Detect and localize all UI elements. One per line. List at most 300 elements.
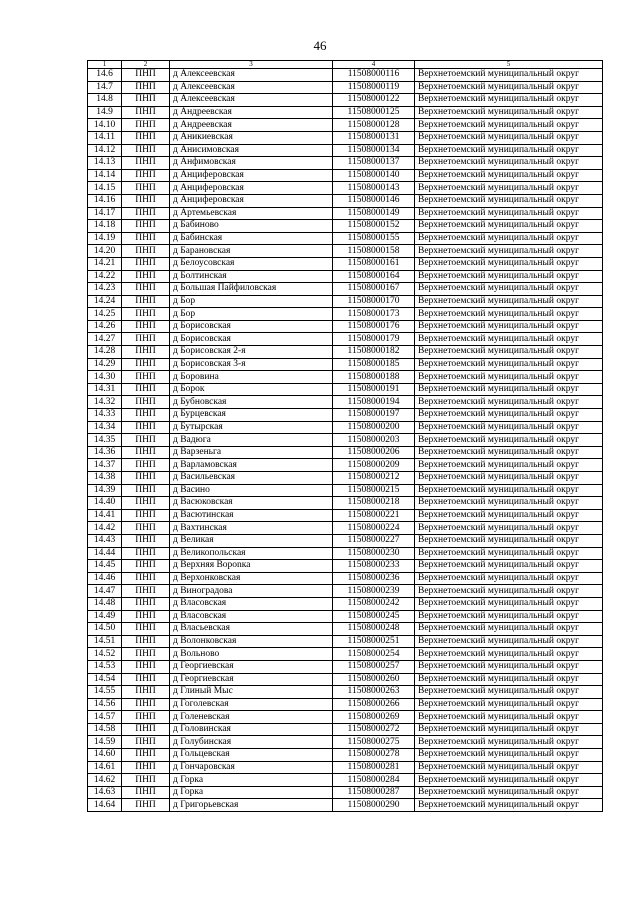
settlement-name-cell: д Георгиевская <box>170 660 333 673</box>
table-row <box>88 446 603 459</box>
table-row <box>88 283 603 296</box>
district-cell: Верхнетоемский муниципальный округ <box>415 673 603 686</box>
settlements-table <box>87 60 603 812</box>
district-cell: Верхнетоемский муниципальный округ <box>415 749 603 762</box>
row-number-cell: 14.61 <box>88 761 122 774</box>
row-number-cell: 14.45 <box>88 560 122 573</box>
code-cell: 11508000266 <box>333 698 415 711</box>
code-cell: 11508000251 <box>333 635 415 648</box>
table-row <box>88 320 603 333</box>
district-cell: Верхнетоемский муниципальный округ <box>415 358 603 371</box>
district-cell: Верхнетоемский муниципальный округ <box>415 648 603 661</box>
row-number-cell: 14.43 <box>88 534 122 547</box>
type-cell: ПНП <box>122 459 170 472</box>
district-cell: Верхнетоемский муниципальный округ <box>415 761 603 774</box>
district-cell: Верхнетоемский муниципальный округ <box>415 698 603 711</box>
code-cell: 11508000281 <box>333 761 415 774</box>
table-row <box>88 81 603 94</box>
row-number-cell: 14.18 <box>88 220 122 233</box>
type-cell: ПНП <box>122 610 170 623</box>
row-number-cell: 14.28 <box>88 346 122 359</box>
code-cell: 11508000269 <box>333 711 415 724</box>
code-cell: 11508000149 <box>333 207 415 220</box>
code-cell: 11508000137 <box>333 157 415 170</box>
settlement-name-cell: д Верхняя Ворonка <box>170 560 333 573</box>
table-row <box>88 635 603 648</box>
type-cell: ПНП <box>122 119 170 132</box>
district-cell: Верхнетоемский муниципальный округ <box>415 409 603 422</box>
type-cell: ПНП <box>122 434 170 447</box>
settlement-name-cell: д Горка <box>170 786 333 799</box>
settlement-name-cell: д Бабиново <box>170 220 333 233</box>
type-cell: ПНП <box>122 358 170 371</box>
settlement-name-cell: д Бабинская <box>170 232 333 245</box>
row-number-cell: 14.30 <box>88 371 122 384</box>
type-cell: ПНП <box>122 295 170 308</box>
table-row <box>88 220 603 233</box>
table-row <box>88 623 603 636</box>
table-row <box>88 749 603 762</box>
settlement-name-cell: д Белоусовская <box>170 257 333 270</box>
row-number-cell: 14.42 <box>88 522 122 535</box>
row-number-cell: 14.57 <box>88 711 122 724</box>
settlement-name-cell: д Горка <box>170 774 333 787</box>
settlement-name-cell: д Артемьевская <box>170 207 333 220</box>
row-number-cell: 14.24 <box>88 295 122 308</box>
code-cell: 11508000155 <box>333 232 415 245</box>
code-cell: 11508000287 <box>333 786 415 799</box>
code-cell: 11508000206 <box>333 446 415 459</box>
type-cell: ПНП <box>122 383 170 396</box>
row-number-cell: 14.6 <box>88 69 122 82</box>
code-cell: 11508000167 <box>333 283 415 296</box>
code-cell: 11508000221 <box>333 509 415 522</box>
code-cell: 11508000116 <box>333 69 415 82</box>
code-cell: 11508000218 <box>333 497 415 510</box>
district-cell: Верхнетоемский муниципальный округ <box>415 106 603 119</box>
settlement-name-cell: д Головинская <box>170 723 333 736</box>
type-cell: ПНП <box>122 522 170 535</box>
type-cell: ПНП <box>122 497 170 510</box>
table-row <box>88 673 603 686</box>
code-cell: 11508000245 <box>333 610 415 623</box>
row-number-cell: 14.32 <box>88 396 122 409</box>
code-cell: 11508000164 <box>333 270 415 283</box>
district-cell: Верхнетоемский муниципальный округ <box>415 534 603 547</box>
table-row <box>88 723 603 736</box>
table-row <box>88 383 603 396</box>
type-cell: ПНП <box>122 774 170 787</box>
table-row <box>88 761 603 774</box>
type-cell: ПНП <box>122 509 170 522</box>
district-cell: Верхнетоемский муниципальный округ <box>415 723 603 736</box>
type-cell: ПНП <box>122 560 170 573</box>
row-number-cell: 14.51 <box>88 635 122 648</box>
settlement-name-cell: д Боровина <box>170 371 333 384</box>
settlement-name-cell: д Бурцевская <box>170 409 333 422</box>
settlement-name-cell: д Верхонковская <box>170 572 333 585</box>
code-cell: 11508000161 <box>333 257 415 270</box>
row-number-cell: 14.41 <box>88 509 122 522</box>
row-number-cell: 14.11 <box>88 131 122 144</box>
row-number-cell: 14.15 <box>88 182 122 195</box>
district-cell: Верхнетоемский муниципальный округ <box>415 194 603 207</box>
district-cell: Верхнетоемский муниципальный округ <box>415 522 603 535</box>
code-cell: 11508000131 <box>333 131 415 144</box>
table-row <box>88 257 603 270</box>
table-row <box>88 106 603 119</box>
type-cell: ПНП <box>122 157 170 170</box>
row-number-cell: 14.33 <box>88 409 122 422</box>
type-cell: ПНП <box>122 711 170 724</box>
table-row <box>88 421 603 434</box>
settlement-name-cell: д Андреевская <box>170 119 333 132</box>
settlement-name-cell: д Анисимовская <box>170 144 333 157</box>
row-number-cell: 14.21 <box>88 257 122 270</box>
type-cell: ПНП <box>122 333 170 346</box>
code-cell: 11508000140 <box>333 169 415 182</box>
table-row <box>88 333 603 346</box>
type-cell: ПНП <box>122 94 170 107</box>
row-number-cell: 14.38 <box>88 472 122 485</box>
type-cell: ПНП <box>122 144 170 157</box>
type-cell: ПНП <box>122 597 170 610</box>
settlement-name-cell: д Васютинская <box>170 509 333 522</box>
settlement-name-cell: д Аникиевская <box>170 131 333 144</box>
table-row <box>88 459 603 472</box>
row-number-cell: 14.35 <box>88 434 122 447</box>
settlement-name-cell: д Борисовская <box>170 333 333 346</box>
settlement-name-cell: д Великая <box>170 534 333 547</box>
type-cell: ПНП <box>122 736 170 749</box>
code-cell: 11508000215 <box>333 484 415 497</box>
settlement-name-cell: д Борок <box>170 383 333 396</box>
row-number-cell: 14.59 <box>88 736 122 749</box>
code-cell: 11508000272 <box>333 723 415 736</box>
table-row <box>88 270 603 283</box>
row-number-cell: 14.22 <box>88 270 122 283</box>
type-cell: ПНП <box>122 396 170 409</box>
table-row <box>88 472 603 485</box>
type-cell: ПНП <box>122 484 170 497</box>
table-row <box>88 774 603 787</box>
type-cell: ПНП <box>122 106 170 119</box>
type-cell: ПНП <box>122 81 170 94</box>
district-cell: Верхнетоемский муниципальный округ <box>415 786 603 799</box>
row-number-cell: 14.26 <box>88 320 122 333</box>
row-number-cell: 14.52 <box>88 648 122 661</box>
type-cell: ПНП <box>122 635 170 648</box>
type-cell: ПНП <box>122 547 170 560</box>
type-cell: ПНП <box>122 786 170 799</box>
settlement-name-cell: д Глиный Мыс <box>170 686 333 699</box>
code-cell: 11508000212 <box>333 472 415 485</box>
row-number-cell: 14.49 <box>88 610 122 623</box>
type-cell: ПНП <box>122 686 170 699</box>
code-cell: 11508000275 <box>333 736 415 749</box>
district-cell: Верхнетоемский муниципальный округ <box>415 308 603 321</box>
district-cell: Верхнетоемский муниципальный округ <box>415 119 603 132</box>
district-cell: Верхнетоемский муниципальный округ <box>415 623 603 636</box>
settlement-name-cell: д Бубновская <box>170 396 333 409</box>
type-cell: ПНП <box>122 673 170 686</box>
table-row <box>88 522 603 535</box>
column-header: 5 <box>415 61 603 69</box>
type-cell: ПНП <box>122 207 170 220</box>
settlement-name-cell: д Варзеньга <box>170 446 333 459</box>
district-cell: Верхнетоемский муниципальный округ <box>415 81 603 94</box>
table-row <box>88 232 603 245</box>
type-cell: ПНП <box>122 749 170 762</box>
code-cell: 11508000173 <box>333 308 415 321</box>
settlement-name-cell: д Бор <box>170 295 333 308</box>
district-cell: Верхнетоемский муниципальный округ <box>415 434 603 447</box>
code-cell: 11508000152 <box>333 220 415 233</box>
settlement-name-cell: д Гончаровская <box>170 761 333 774</box>
table-row <box>88 144 603 157</box>
settlement-name-cell: д Васюковская <box>170 497 333 510</box>
table-row <box>88 131 603 144</box>
row-number-cell: 14.27 <box>88 333 122 346</box>
table-row <box>88 610 603 623</box>
settlement-name-cell: д Барановская <box>170 245 333 258</box>
row-number-cell: 14.62 <box>88 774 122 787</box>
settlement-name-cell: д Болтинская <box>170 270 333 283</box>
settlement-name-cell: д Гольцевская <box>170 749 333 762</box>
district-cell: Верхнетоемский муниципальный округ <box>415 69 603 82</box>
district-cell: Верхнетоемский муниципальный округ <box>415 509 603 522</box>
code-cell: 11508000260 <box>333 673 415 686</box>
settlement-name-cell: д Вольново <box>170 648 333 661</box>
district-cell: Верхнетоемский муниципальный округ <box>415 484 603 497</box>
table-row <box>88 648 603 661</box>
table-row <box>88 686 603 699</box>
table-row <box>88 69 603 82</box>
settlement-name-cell: д Георгиевская <box>170 673 333 686</box>
type-cell: ПНП <box>122 761 170 774</box>
row-number-cell: 14.37 <box>88 459 122 472</box>
type-cell: ПНП <box>122 232 170 245</box>
table-row <box>88 711 603 724</box>
settlement-name-cell: д Вахтинская <box>170 522 333 535</box>
table-row <box>88 585 603 598</box>
code-cell: 11508000209 <box>333 459 415 472</box>
table-row <box>88 509 603 522</box>
row-number-cell: 14.40 <box>88 497 122 510</box>
settlement-name-cell: д Алексеевская <box>170 81 333 94</box>
settlement-name-cell: д Анфимовская <box>170 157 333 170</box>
column-header: 1 <box>88 61 122 69</box>
row-number-cell: 14.31 <box>88 383 122 396</box>
code-cell: 11508000233 <box>333 560 415 573</box>
district-cell: Верхнетоемский муниципальный округ <box>415 635 603 648</box>
district-cell: Верхнетоемский муниципальный округ <box>415 396 603 409</box>
row-number-cell: 14.46 <box>88 572 122 585</box>
district-cell: Верхнетоемский муниципальный округ <box>415 472 603 485</box>
type-cell: ПНП <box>122 245 170 258</box>
code-cell: 11508000230 <box>333 547 415 560</box>
type-cell: ПНП <box>122 572 170 585</box>
column-header: 4 <box>333 61 415 69</box>
settlement-name-cell: д Голеневская <box>170 711 333 724</box>
district-cell: Верхнетоемский муниципальный округ <box>415 220 603 233</box>
type-cell: ПНП <box>122 182 170 195</box>
row-number-cell: 14.20 <box>88 245 122 258</box>
table-row <box>88 534 603 547</box>
district-cell: Верхнетоемский муниципальный округ <box>415 497 603 510</box>
table-row <box>88 94 603 107</box>
row-number-cell: 14.58 <box>88 723 122 736</box>
district-cell: Верхнетоемский муниципальный округ <box>415 459 603 472</box>
table-row <box>88 358 603 371</box>
code-cell: 11508000227 <box>333 534 415 547</box>
district-cell: Верхнетоемский муниципальный округ <box>415 446 603 459</box>
settlement-name-cell: д Гоголевская <box>170 698 333 711</box>
code-cell: 11508000278 <box>333 749 415 762</box>
type-cell: ПНП <box>122 320 170 333</box>
type-cell: ПНП <box>122 283 170 296</box>
code-cell: 11508000248 <box>333 623 415 636</box>
table-row <box>88 169 603 182</box>
type-cell: ПНП <box>122 472 170 485</box>
type-cell: ПНП <box>122 346 170 359</box>
table-row <box>88 434 603 447</box>
table-row <box>88 245 603 258</box>
settlement-name-cell: д Анциферовская <box>170 169 333 182</box>
table-row <box>88 547 603 560</box>
table-row <box>88 157 603 170</box>
code-cell: 11508000185 <box>333 358 415 371</box>
row-number-cell: 14.63 <box>88 786 122 799</box>
district-cell: Верхнетоемский муниципальный округ <box>415 157 603 170</box>
settlement-name-cell: д Борисовская 2-я <box>170 346 333 359</box>
code-cell: 11508000128 <box>333 119 415 132</box>
district-cell: Верхнетоемский муниципальный округ <box>415 207 603 220</box>
settlement-name-cell: д Власовская <box>170 597 333 610</box>
table-row <box>88 308 603 321</box>
row-number-cell: 14.19 <box>88 232 122 245</box>
district-cell: Верхнетоемский муниципальный округ <box>415 547 603 560</box>
settlement-name-cell: д Борисовская <box>170 320 333 333</box>
table-row <box>88 660 603 673</box>
code-cell: 11508000200 <box>333 421 415 434</box>
code-cell: 11508000134 <box>333 144 415 157</box>
table-body <box>88 69 603 812</box>
code-cell: 11508000122 <box>333 94 415 107</box>
table-row <box>88 182 603 195</box>
district-cell: Верхнетоемский муниципальный округ <box>415 799 603 812</box>
code-cell: 11508000197 <box>333 409 415 422</box>
district-cell: Верхнетоемский муниципальный округ <box>415 597 603 610</box>
code-cell: 11508000182 <box>333 346 415 359</box>
code-cell: 11508000236 <box>333 572 415 585</box>
row-number-cell: 14.36 <box>88 446 122 459</box>
type-cell: ПНП <box>122 446 170 459</box>
settlement-name-cell: д Вадюга <box>170 434 333 447</box>
table-row <box>88 698 603 711</box>
row-number-cell: 14.9 <box>88 106 122 119</box>
settlement-name-cell: д Большая Пайфиловская <box>170 283 333 296</box>
column-header: 3 <box>170 61 333 69</box>
settlement-name-cell: д Варламовская <box>170 459 333 472</box>
table-row <box>88 371 603 384</box>
settlement-name-cell: д Виноградова <box>170 585 333 598</box>
district-cell: Верхнетоемский муниципальный округ <box>415 270 603 283</box>
district-cell: Верхнетоемский муниципальный округ <box>415 257 603 270</box>
row-number-cell: 14.54 <box>88 673 122 686</box>
table-row <box>88 194 603 207</box>
row-number-cell: 14.60 <box>88 749 122 762</box>
code-cell: 11508000188 <box>333 371 415 384</box>
district-cell: Верхнетоемский муниципальный округ <box>415 283 603 296</box>
code-cell: 11508000143 <box>333 182 415 195</box>
settlement-name-cell: д Васино <box>170 484 333 497</box>
table-row <box>88 736 603 749</box>
settlement-name-cell: д Власьевская <box>170 623 333 636</box>
table-row <box>88 295 603 308</box>
type-cell: ПНП <box>122 421 170 434</box>
row-number-cell: 14.7 <box>88 81 122 94</box>
type-cell: ПНП <box>122 534 170 547</box>
code-cell: 11508000194 <box>333 396 415 409</box>
district-cell: Верхнетоемский муниципальный округ <box>415 610 603 623</box>
district-cell: Верхнетоемский муниципальный округ <box>415 144 603 157</box>
row-number-cell: 14.44 <box>88 547 122 560</box>
settlement-name-cell: д Васильевская <box>170 472 333 485</box>
row-number-cell: 14.34 <box>88 421 122 434</box>
table-row <box>88 572 603 585</box>
type-cell: ПНП <box>122 723 170 736</box>
table-row <box>88 119 603 132</box>
row-number-cell: 14.16 <box>88 194 122 207</box>
type-cell: ПНП <box>122 698 170 711</box>
type-cell: ПНП <box>122 220 170 233</box>
district-cell: Верхнетоемский муниципальный округ <box>415 182 603 195</box>
district-cell: Верхнетоемский муниципальный округ <box>415 560 603 573</box>
type-cell: ПНП <box>122 131 170 144</box>
row-number-cell: 14.39 <box>88 484 122 497</box>
settlement-name-cell: д Андреевская <box>170 106 333 119</box>
district-cell: Верхнетоемский муниципальный округ <box>415 320 603 333</box>
row-number-cell: 14.13 <box>88 157 122 170</box>
settlement-name-cell: д Алексеевская <box>170 94 333 107</box>
district-cell: Верхнетоемский муниципальный округ <box>415 232 603 245</box>
table-row <box>88 484 603 497</box>
district-cell: Верхнетоемский муниципальный округ <box>415 131 603 144</box>
type-cell: ПНП <box>122 270 170 283</box>
row-number-cell: 14.8 <box>88 94 122 107</box>
code-cell: 11508000170 <box>333 295 415 308</box>
type-cell: ПНП <box>122 799 170 812</box>
settlement-name-cell: д Волонковская <box>170 635 333 648</box>
code-cell: 11508000191 <box>333 383 415 396</box>
row-number-cell: 14.14 <box>88 169 122 182</box>
table-row <box>88 799 603 812</box>
code-cell: 11508000290 <box>333 799 415 812</box>
settlement-name-cell: д Голубинская <box>170 736 333 749</box>
row-number-cell: 14.10 <box>88 119 122 132</box>
settlement-name-cell: д Анциферовская <box>170 182 333 195</box>
code-cell: 11508000239 <box>333 585 415 598</box>
type-cell: ПНП <box>122 660 170 673</box>
row-number-cell: 14.64 <box>88 799 122 812</box>
type-cell: ПНП <box>122 308 170 321</box>
code-cell: 11508000263 <box>333 686 415 699</box>
district-cell: Верхнетоемский муниципальный округ <box>415 346 603 359</box>
type-cell: ПНП <box>122 409 170 422</box>
code-cell: 11508000257 <box>333 660 415 673</box>
row-number-cell: 14.25 <box>88 308 122 321</box>
